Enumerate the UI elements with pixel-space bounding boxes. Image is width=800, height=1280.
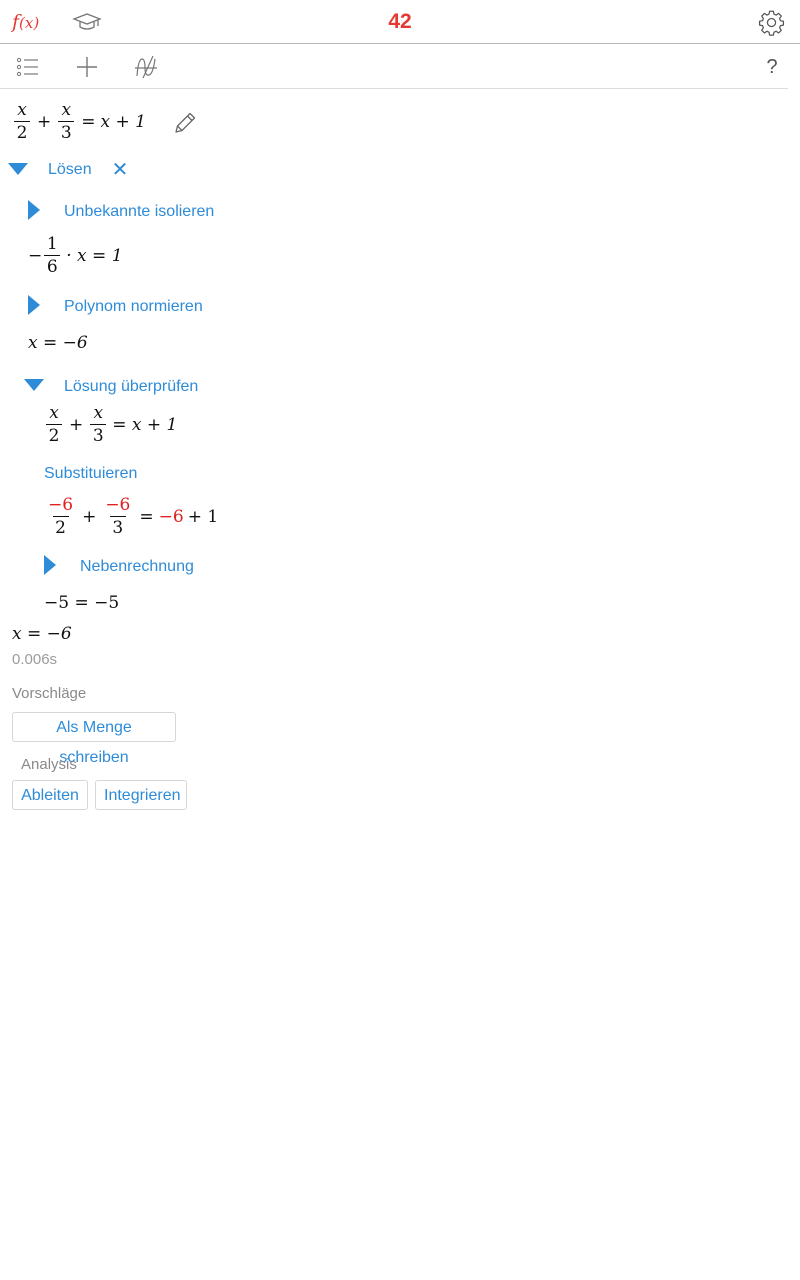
operator: +	[82, 506, 97, 527]
substituted-value: −6	[158, 506, 184, 527]
expand-triangle-icon[interactable]	[44, 555, 56, 575]
input-equation[interactable]	[12, 101, 146, 142]
substituted-equation	[44, 496, 218, 537]
step1-result	[28, 235, 123, 276]
close-icon[interactable]: ✕	[111, 159, 129, 181]
collapse-triangle-icon[interactable]	[24, 379, 44, 391]
side-calc-label[interactable]: Nebenrechnung	[80, 558, 194, 575]
fraction: $\frac{1}{6}$	[44, 235, 60, 276]
gear-icon[interactable]	[758, 9, 785, 36]
logo-x: (x)	[19, 14, 40, 32]
as-set-button[interactable]: Als Menge schreiben	[12, 712, 176, 742]
fraction: $\frac{x}{2}$	[46, 404, 62, 445]
logo-f: f	[12, 11, 20, 33]
analysis-title: Analysis	[21, 756, 77, 773]
step-isolate-label[interactable]: Unbekannte isolieren	[64, 203, 215, 220]
check-equation	[44, 404, 177, 445]
expand-triangle-icon[interactable]	[28, 295, 40, 315]
step2-result: x = −6	[28, 333, 88, 353]
integrate-button[interactable]: Integrieren	[95, 780, 187, 810]
side-calc-result: −5 = −5	[44, 593, 120, 613]
collapse-triangle-icon[interactable]	[8, 163, 28, 175]
fraction: $\frac{-6}{2}$	[48, 495, 74, 538]
help-icon[interactable]: ?	[766, 56, 778, 78]
list-icon[interactable]	[15, 54, 41, 80]
operator: =	[139, 506, 154, 527]
plus-icon[interactable]	[74, 54, 100, 80]
graduation-cap-icon[interactable]	[72, 10, 102, 34]
minus-sign: −	[28, 245, 43, 266]
substitute-label: Substituieren	[44, 465, 138, 482]
operator: +	[37, 111, 52, 132]
pencil-icon[interactable]	[172, 110, 198, 136]
fraction: $\frac{x}{3}$	[58, 101, 74, 142]
top-bar	[0, 0, 800, 44]
equation-rhs: = x + 1	[112, 414, 178, 435]
equation-rhs: x + 1	[100, 111, 146, 132]
toolbar	[0, 44, 788, 89]
step-normalize-label[interactable]: Polynom normieren	[64, 298, 203, 315]
solve-label[interactable]: Lösen	[48, 161, 92, 178]
operator: +	[69, 414, 84, 435]
problem-count[interactable]: 42	[388, 10, 412, 33]
derive-button[interactable]: Ableiten	[12, 780, 88, 810]
operator: =	[81, 111, 96, 132]
app-logo[interactable]	[12, 10, 39, 35]
expand-triangle-icon[interactable]	[28, 200, 40, 220]
computation-time: 0.006s	[12, 651, 58, 668]
fraction: $\frac{x}{2}$	[14, 101, 30, 142]
step1-rest: · x = 1	[66, 245, 123, 266]
equation-tail: + 1	[187, 506, 219, 527]
not-equal-icon[interactable]	[133, 54, 159, 80]
step-check-label[interactable]: Lösung überprüfen	[64, 378, 199, 395]
fraction: $\frac{-6}{3}$	[105, 495, 131, 538]
fraction: $\frac{x}{3}$	[90, 404, 106, 445]
final-result: x = −6	[12, 624, 72, 644]
suggestions-title: Vorschläge	[12, 685, 87, 702]
